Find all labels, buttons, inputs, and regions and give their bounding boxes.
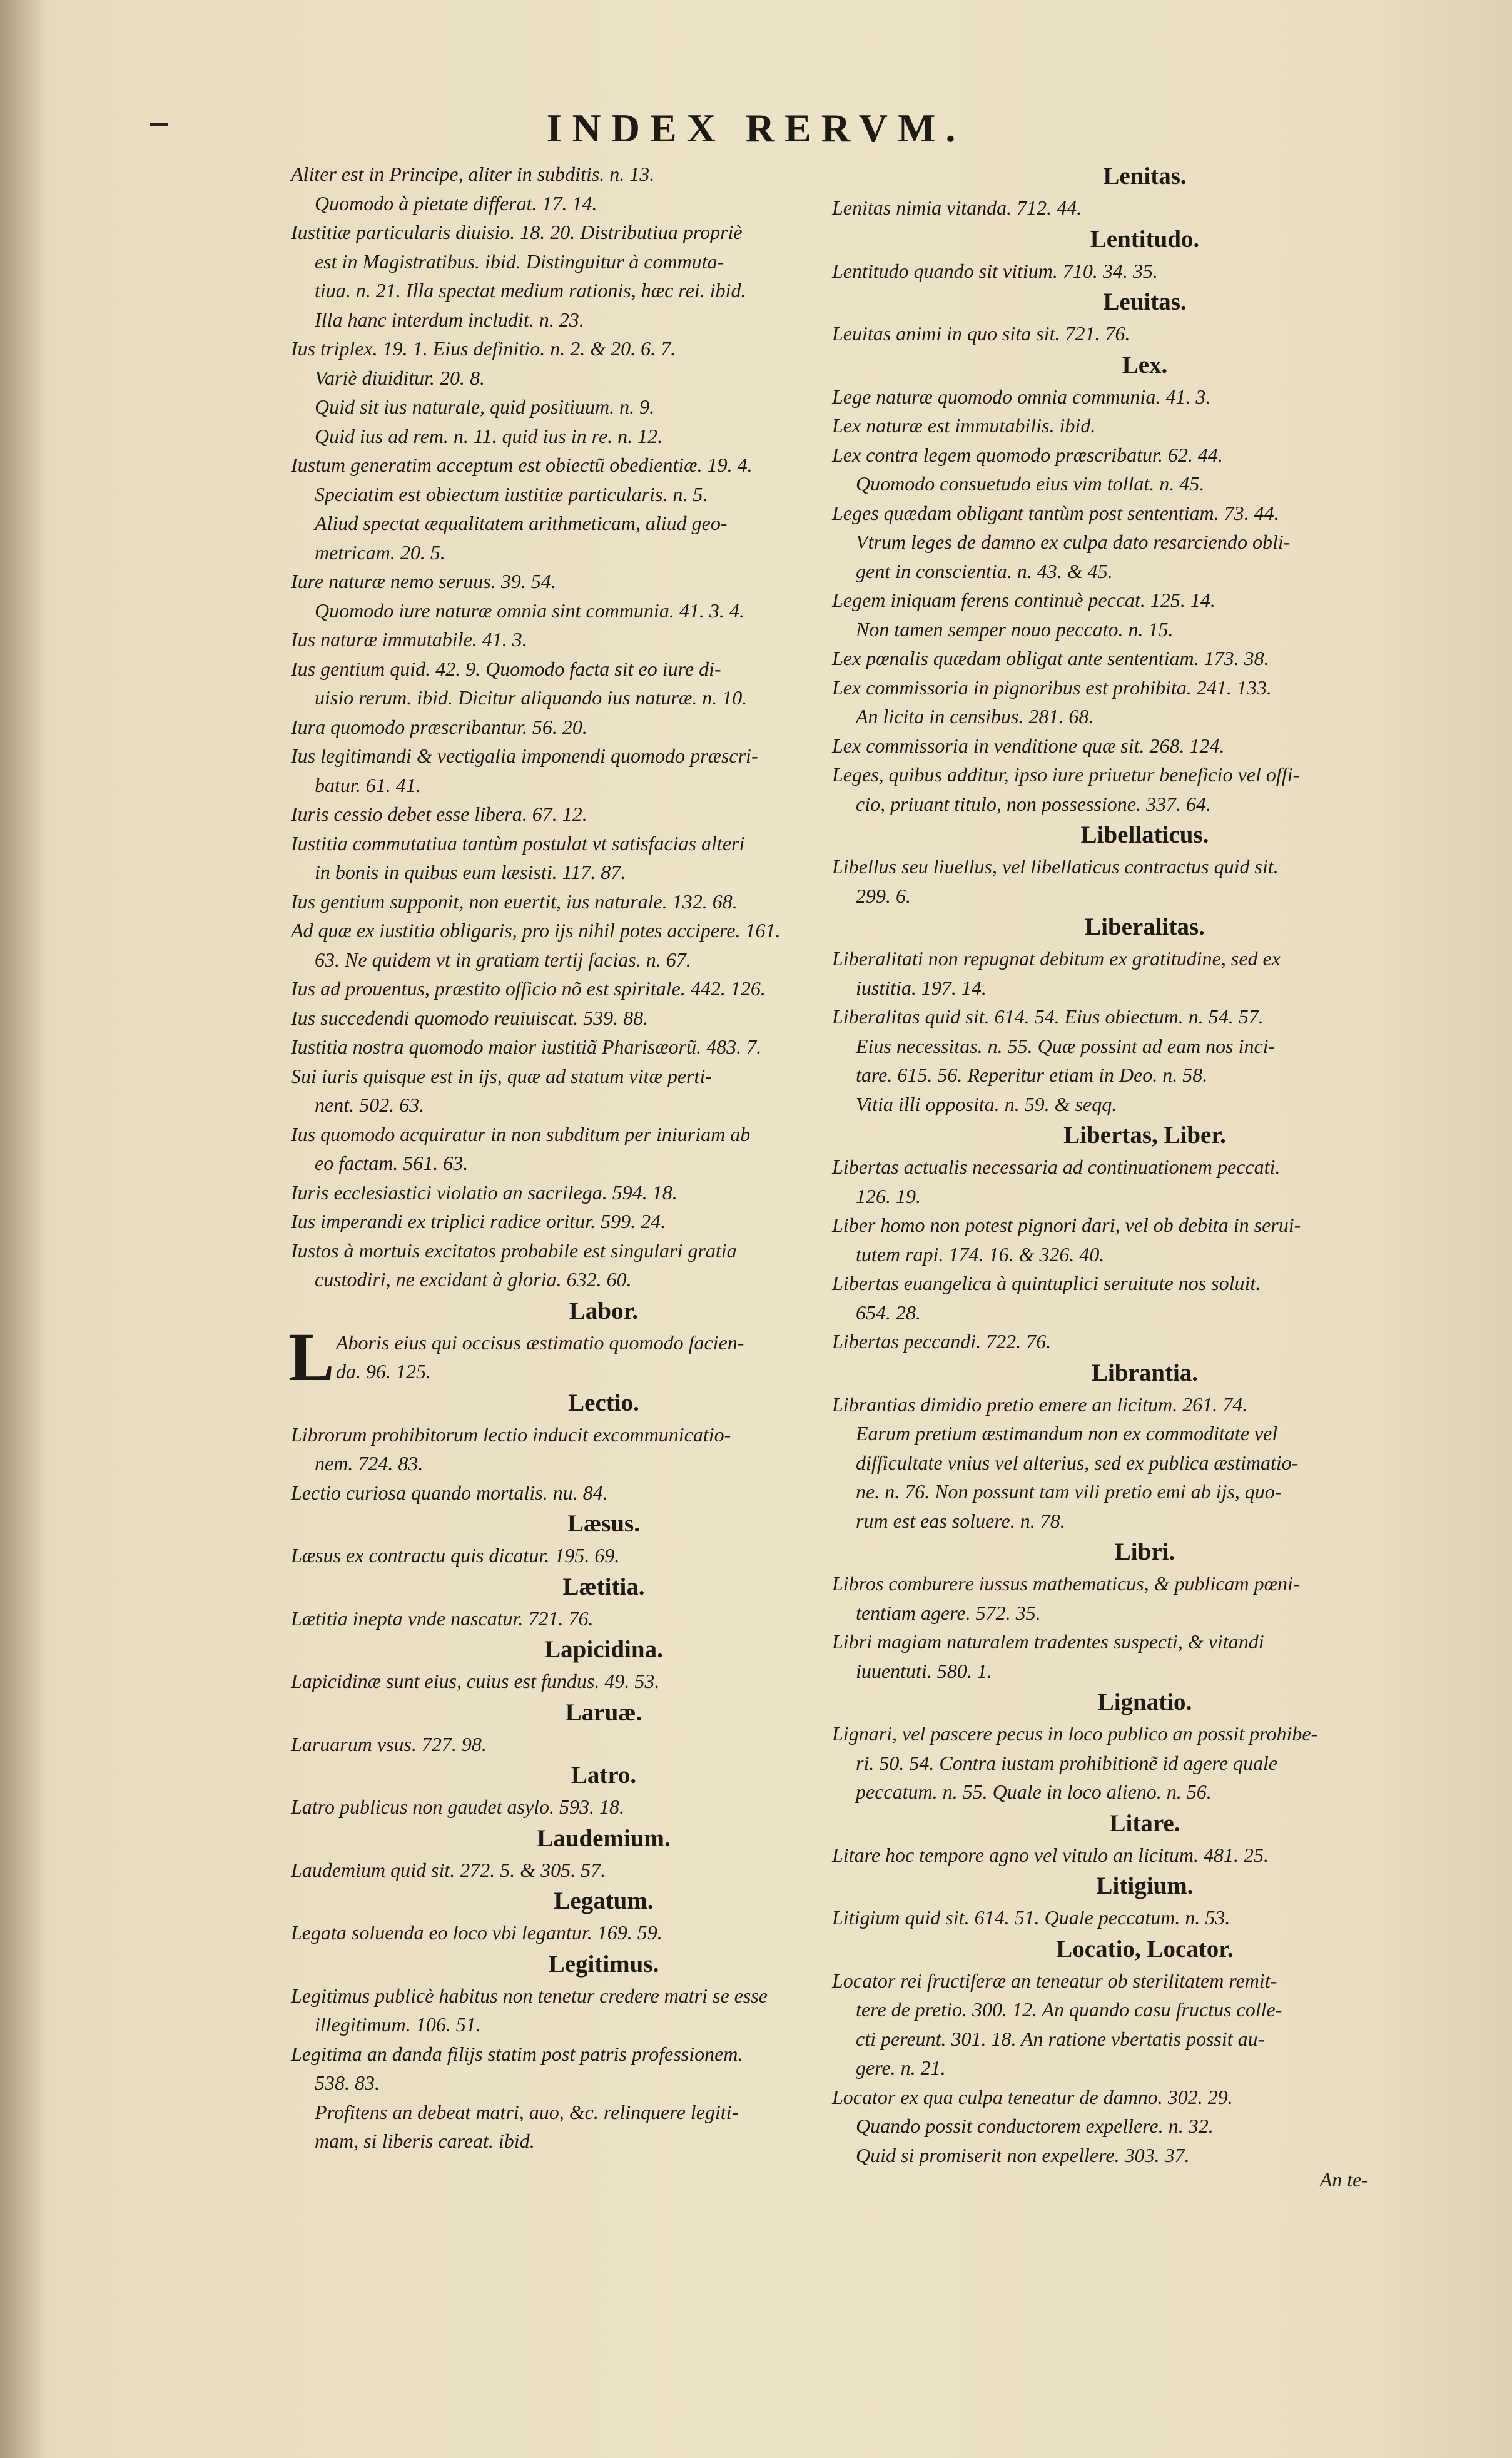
index-entry	[291, 218, 916, 334]
entry-line: custodiri, ne excidant à gloria. 632. 60.	[315, 1268, 632, 1291]
index-entry	[291, 1236, 916, 1294]
index-heading: Labor.	[569, 1297, 639, 1324]
index-entry	[291, 1420, 916, 1478]
index-entry	[291, 625, 916, 654]
entry-line: tiua. n. 21. Illa spectat medium rationis, hæc rei. ibid.	[315, 279, 746, 302]
entry-line: Iustos à mortuis excitatos probabile est singulari gratia	[291, 1239, 737, 1262]
entry-line: Legata soluenda eo loco vbi legantur. 169. 59.	[291, 1921, 662, 1944]
index-entry	[291, 829, 916, 887]
index-heading: Lex.	[1122, 351, 1168, 378]
index-entry	[291, 363, 916, 393]
entry-line: cio, priuant titulo, non possessione. 337. 64.	[856, 792, 1211, 815]
entry-line: peccatum. n. 55. Quale in loco alieno. n. 56.	[856, 1780, 1212, 1803]
index-entry	[291, 974, 916, 1003]
entry-line: tare. 615. 56. Reperitur etiam in Deo. n. 58.	[856, 1064, 1208, 1086]
gutter-shadow	[0, 0, 44, 2458]
entry-line: Lectio curiosa quando mortalis. nu. 84.	[291, 1481, 608, 1504]
index-heading: Legitimus.	[548, 1950, 659, 1978]
index-heading: Libellaticus.	[1080, 821, 1209, 848]
index-entry	[291, 422, 916, 451]
entry-line: Lentitudo quando sit vitium. 710. 34. 35.	[832, 259, 1158, 282]
entry-line: Lex commissoria in pignoribus est prohibita. 241. 133.	[832, 676, 1272, 699]
entry-line: iuuentuti. 580. 1.	[856, 1659, 992, 1682]
entry-line: Aboris eius qui occisus æstimatio quomodo facien-	[336, 1331, 744, 1354]
index-heading: Librantia.	[1091, 1359, 1199, 1386]
index-heading: Liberalitas.	[1085, 913, 1205, 940]
entry-line: 126. 19.	[856, 1184, 921, 1207]
entry-line: Quomodo à pietate differat. 17. 14.	[315, 191, 597, 215]
entry-line: Variè diuiditur. 20. 8.	[315, 366, 485, 389]
index-entry	[291, 887, 916, 917]
entry-line: Leges quædam obligant tantùm post sententiam. 73. 44.	[832, 501, 1279, 524]
index-heading: Laruæ.	[565, 1699, 642, 1726]
entry-line: Quando possit conductorem expellere. n. 32.	[856, 2115, 1214, 2137]
entry-line: Leges, quibus additur, ipso iure priuetur beneficio vel offi-	[832, 763, 1300, 786]
index-entry	[291, 1981, 916, 2039]
index-heading: Laudemium.	[537, 1824, 671, 1852]
entry-line: mam, si liberis careat. ibid.	[315, 2130, 535, 2152]
dropcap-entry	[288, 1318, 916, 1395]
index-entry	[291, 2098, 916, 2156]
entry-line: Leuitas animi in quo sita sit. 721. 76.	[832, 322, 1130, 345]
entry-line: Vitia illi opposita. n. 59. & seqq.	[856, 1092, 1117, 1115]
index-entry	[832, 615, 1458, 644]
index-heading: Locatio, Locator.	[1056, 1935, 1234, 1963]
left-column	[288, 160, 916, 2156]
index-entry	[291, 1478, 916, 1508]
index-entry	[291, 596, 916, 626]
index-entry	[832, 1719, 1458, 1807]
entry-line: Lapicidinæ sunt eius, cuius est fundus. 49. 53.	[291, 1670, 660, 1692]
index-entry	[291, 800, 916, 829]
index-heading: Libri.	[1114, 1538, 1175, 1565]
index-entry	[291, 1178, 916, 1207]
entry-line: Eius necessitas. n. 55. Quæ possint ad eam nos inci-	[856, 1034, 1276, 1057]
index-entry	[832, 527, 1458, 586]
entry-line: Ius gentium quid. 42. 9. Quomodo facta sit eo iure di-	[291, 657, 721, 680]
entry-line: illegitimum. 106. 51.	[315, 2013, 481, 2036]
entry-line: ne. n. 76. Non possunt tam vili pretio emi ab ijs, quo-	[856, 1480, 1282, 1503]
index-entry	[832, 256, 1458, 286]
entry-line: Litigium quid sit. 614. 51. Quale peccatum. n. 53.	[832, 1906, 1230, 1929]
index-entry	[832, 944, 1458, 1002]
entry-line: Lætitia inepta vnde nascatur. 721. 76.	[291, 1607, 594, 1630]
index-heading: Leuitas.	[1103, 288, 1187, 315]
entry-line: Librorum prohibitorum lectio inducit excommunicatio-	[291, 1423, 731, 1446]
entry-line: metricam. 20. 5.	[315, 541, 445, 564]
entry-line: nent. 502. 63.	[315, 1094, 425, 1116]
entry-line: Iustum generatim acceptum est obiectũ obedientiæ. 19. 4.	[291, 454, 753, 476]
index-entry	[291, 1032, 916, 1062]
entry-line: Librantias dimidio pretio emere an licitum. 261. 74.	[832, 1393, 1248, 1416]
entry-line: Iustitiæ particularis diuisio. 18. 20. Distributiua propriè	[291, 221, 743, 243]
index-entry	[291, 189, 916, 218]
index-entry	[832, 673, 1458, 703]
entry-line: Ius succedendi quomodo reuiuiscat. 539. 88.	[291, 1006, 649, 1029]
index-entry	[291, 1003, 916, 1033]
index-heading: Libertas, Liber.	[1063, 1122, 1226, 1149]
entry-line: Lex contra legem quomodo præscribatur. 62. 44.	[832, 443, 1223, 466]
entry-line: Quomodo consuetudo eius vim tollat. n. 45.	[856, 472, 1205, 495]
index-entry	[832, 760, 1458, 818]
index-entry	[291, 334, 916, 363]
index-heading: Lapicidina.	[544, 1636, 663, 1663]
entry-line: uisio rerum. ibid. Dicitur aliquando ius naturæ. n. 10.	[315, 686, 748, 709]
entry-line: est in Magistratibus. ibid. Distinguitur à commuta-	[315, 250, 724, 273]
index-entry	[832, 2111, 1458, 2141]
entry-line: Aliud spectat æqualitatem arithmeticam, aliud geo-	[315, 512, 728, 534]
index-entry	[832, 1390, 1458, 1536]
entry-line: Quid ius ad rem. n. 11. quid ius in re. n. 12.	[315, 424, 663, 447]
index-entry	[832, 1327, 1458, 1356]
index-entry	[832, 1211, 1458, 1269]
index-entry	[832, 469, 1458, 499]
entry-line: Lex pœnalis quædam obligat ante sententiam. 173. 38.	[832, 647, 1269, 669]
catchword: An te-	[1319, 2168, 1368, 2191]
entry-line: 654. 28.	[856, 1301, 921, 1324]
entry-line: iustitia. 197. 14.	[856, 976, 987, 999]
index-entry	[832, 1002, 1458, 1119]
index-heading: Litare.	[1109, 1809, 1180, 1837]
entry-line: gent in conscientia. n. 43. & 45.	[856, 559, 1113, 582]
index-entry	[832, 586, 1458, 615]
index-entry	[291, 2039, 916, 2098]
index-entry	[291, 1856, 916, 1885]
entry-line: Vtrum leges de damno ex culpa dato resarciendo obli-	[856, 531, 1291, 553]
entry-line: Ius ad prouentus, præstito officio nõ est spiritale. 442. 126.	[291, 977, 766, 1000]
entry-line: tere de pretio. 300. 12. An quando casu fructus colle-	[856, 1998, 1282, 2021]
entry-line: Earum pretium æstimandum non ex commoditate vel	[856, 1422, 1278, 1445]
entry-line: Libertas euangelica à quintuplici seruitute nos soluit.	[832, 1272, 1261, 1294]
entry-line: Iure naturæ nemo seruus. 39. 54.	[291, 570, 556, 592]
entry-line: Legem iniquam ferens continuè peccat. 125. 14.	[832, 589, 1215, 611]
index-entry	[291, 1207, 916, 1236]
index-entry	[832, 702, 1458, 731]
entry-line: eo factam. 561. 63.	[315, 1152, 469, 1174]
entry-line: Quid sit ius naturale, quid positiuum. n. 9.	[315, 395, 655, 418]
index-heading: Lenitas.	[1103, 163, 1187, 190]
entry-line: Illa hanc interdum includit. n. 23.	[315, 308, 584, 331]
entry-line: Liber homo non potest pignori dari, vel ob debita in serui-	[832, 1214, 1301, 1236]
entry-line: Speciatim est obiectum iustitiæ particularis. n. 5.	[315, 482, 708, 505]
index-entry	[832, 440, 1458, 470]
entry-line: tentiam agere. 572. 35.	[856, 1601, 1041, 1624]
index-entry	[832, 193, 1458, 223]
index-heading: Lectio.	[568, 1389, 639, 1416]
index-entry	[832, 1841, 1458, 1870]
index-entry	[291, 480, 916, 509]
entry-line: Libertas actualis necessaria ad continuationem peccati.	[832, 1155, 1281, 1178]
index-entry	[291, 1730, 916, 1759]
right-column	[832, 160, 1458, 2170]
entry-line: nem. 724. 83.	[315, 1452, 424, 1475]
entry-line: Legitima an danda filijs statim post patris professionem.	[291, 2042, 743, 2065]
entry-line: Quid si promiserit non expellere. 303. 37.	[856, 2143, 1190, 2166]
entry-line: Libertas peccandi. 722. 76.	[832, 1330, 1052, 1353]
entry-line: Latro publicus non gaudet asylo. 593. 18.	[291, 1795, 625, 1818]
index-entry	[832, 1627, 1458, 1685]
entry-line: Iuris ecclesiastici violatio an sacrilega. 594. 18.	[291, 1181, 677, 1204]
entry-line: Sui iuris quisque est in ijs, quæ ad statum vitæ perti-	[291, 1064, 712, 1087]
index-heading: Lignatio.	[1097, 1689, 1192, 1715]
entry-line: cti pereunt. 301. 18. An ratione vbertatis possit au-	[856, 2027, 1265, 2050]
index-entry	[832, 1966, 1458, 2083]
index-entry	[291, 1667, 916, 1696]
entry-line: Lignari, vel pascere pecus in loco publico an possit prohibe-	[832, 1722, 1318, 1745]
entry-line: ri. 50. 54. Contra iustam prohibitionẽ id agere quale	[856, 1751, 1278, 1774]
entry-line: da. 96. 125.	[336, 1360, 431, 1383]
entry-line: Liberalitas quid sit. 614. 54. Eius obiectum. n. 54. 57.	[832, 1005, 1264, 1028]
entry-line: Lex naturæ est immutabilis. ibid.	[832, 414, 1096, 437]
entry-line: tutem rapi. 174. 16. & 326. 40.	[856, 1242, 1105, 1266]
index-entry	[291, 1792, 916, 1822]
index-entry	[832, 1903, 1458, 1932]
index-entry	[291, 1604, 916, 1633]
index-heading: Læsus.	[567, 1510, 640, 1537]
entry-line: Iuris cessio debet esse libera. 67. 12.	[291, 803, 587, 825]
entry-line: rum est eas soluere. n. 78.	[856, 1509, 1065, 1532]
entry-line: Læsus ex contractu quis dicatur. 195. 69.	[291, 1544, 620, 1567]
entry-line: 538. 83.	[315, 2071, 380, 2094]
index-entry	[832, 382, 1458, 412]
index-entry	[291, 916, 916, 974]
entry-line: Locator ex qua culpa teneatur de damno. 302. 29.	[832, 2085, 1233, 2108]
index-heading: Legatum.	[554, 1887, 654, 1914]
entry-line: Iura quomodo præscribantur. 56. 20.	[291, 715, 587, 738]
entry-line: Lex commissoria in venditione quæ sit. 268. 124.	[832, 734, 1225, 757]
index-heading: Lætitia.	[562, 1573, 645, 1600]
index-entry	[291, 567, 916, 596]
entry-line: 299. 6.	[856, 884, 911, 907]
index-heading: Litigium.	[1096, 1872, 1194, 1899]
entry-line: Iustitia nostra quomodo maior iustitiã Pharisæorũ. 483. 7.	[291, 1035, 762, 1058]
entry-line: Libri magiam naturalem tradentes suspecti, & vitandi	[832, 1630, 1264, 1653]
entry-line: Lege naturæ quomodo omnia communia. 41. 3.	[832, 385, 1211, 408]
index-entry	[832, 852, 1458, 910]
index-heading: Lentitudo.	[1090, 225, 1200, 253]
entry-line: 63. Ne quidem vt in gratiam tertij facias. n. 67.	[315, 948, 691, 971]
entry-line: Liberalitati non repugnat debitum ex gratitudine, sed ex	[832, 947, 1281, 970]
index-entry	[832, 2141, 1458, 2170]
index-entry	[832, 1269, 1458, 1327]
index-entry	[832, 1569, 1458, 1627]
entry-line: Non tamen semper nouo peccato. n. 15.	[856, 617, 1174, 641]
index-entry	[832, 2083, 1458, 2112]
entry-line: Libros comburere iussus mathematicus, & publicam pœni-	[832, 1572, 1300, 1595]
index-entry	[832, 319, 1458, 348]
index-entry	[291, 1062, 916, 1120]
index-entry	[291, 713, 916, 742]
entry-line: Aliter est in Principe, aliter in subditis. n. 13.	[291, 163, 655, 185]
index-entry	[832, 1152, 1458, 1211]
index-heading: Latro.	[571, 1762, 637, 1789]
entry-line: Ius naturæ immutabile. 41. 3.	[291, 628, 527, 651]
entry-line: Lenitas nimia vitanda. 712. 44.	[832, 196, 1082, 219]
index-entry	[291, 450, 916, 480]
entry-line: difficultate vnius vel alterius, sed ex publica æstimatio-	[856, 1451, 1299, 1474]
index-entry	[832, 411, 1458, 440]
index-entry	[291, 509, 916, 567]
entry-line: Ius legitimandi & vectigalia imponendi quomodo præscri-	[291, 744, 758, 767]
index-entry	[832, 499, 1458, 528]
entry-line: Libellus seu liuellus, vel libellaticus contractus quid sit.	[832, 855, 1279, 878]
entry-line: Quomodo iure naturæ omnia sint communia. 41. 3. 4.	[315, 599, 744, 622]
entry-line: Profitens an debeat matri, auo, &c. relinquere legiti-	[315, 2100, 739, 2123]
running-head: INDEX RERVM.	[546, 106, 966, 150]
index-entry	[291, 1120, 916, 1178]
index-entry	[832, 644, 1458, 673]
entry-line: Laruarum vsus. 727. 98.	[291, 1732, 487, 1755]
entry-line: Ius gentium supponit, non euertit, ius naturale. 132. 68.	[291, 890, 738, 913]
entry-line: batur. 61. 41.	[315, 773, 421, 796]
drop-capital: L	[288, 1318, 335, 1395]
entry-line: Ius quomodo acquiratur in non subditum per iniuriam ab	[291, 1122, 751, 1145]
index-entry	[832, 731, 1458, 761]
entry-line: Ius imperandi ex triplici radice oritur. 599. 24.	[291, 1210, 666, 1232]
index-entry	[291, 741, 916, 800]
entry-line: in bonis in quibus eum læsisti. 117. 87.	[315, 861, 626, 883]
entry-line: gere. n. 21.	[856, 2056, 946, 2079]
index-entry	[291, 654, 916, 713]
index-entry	[291, 1541, 916, 1570]
entry-line: Legitimus publicè habitus non tenetur credere matri se esse	[291, 1984, 768, 2007]
entry-line: Locator rei fructiferæ an teneatur ob sterilitatem remit-	[832, 1969, 1277, 1992]
entry-line: Laudemium quid sit. 272. 5. & 305. 57.	[291, 1858, 606, 1881]
entry-line: Iustitia commutatiua tantùm postulat vt satisfacias alteri	[291, 831, 745, 855]
index-entry	[291, 160, 916, 189]
entry-line: Ius triplex. 19. 1. Eius definitio. n. 2. & 20. 6. 7.	[291, 337, 676, 360]
entry-line: Ad quæ ex iustitia obligaris, pro ijs nihil potes accipere. 161.	[291, 919, 781, 942]
entry-line: Litare hoc tempore agno vel vitulo an licitum. 481. 25.	[832, 1843, 1269, 1866]
index-entry	[291, 1918, 916, 1948]
entry-line: An licita in censibus. 281. 68.	[856, 705, 1094, 728]
index-entry	[291, 392, 916, 422]
